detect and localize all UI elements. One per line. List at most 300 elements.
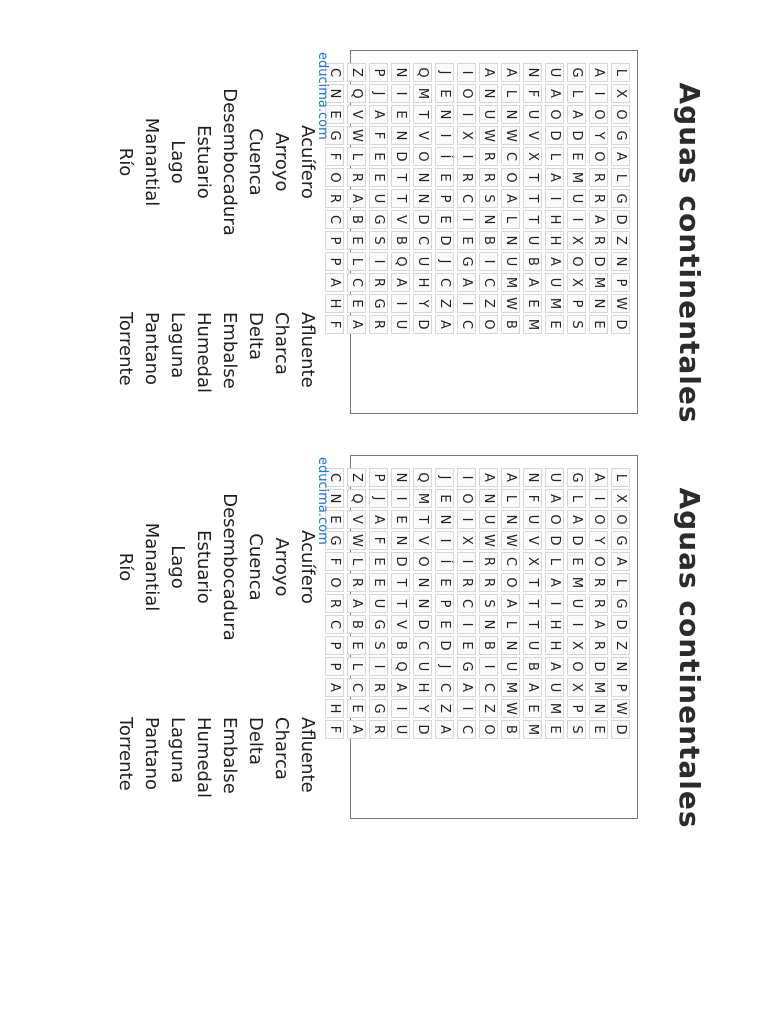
grid-cell: I (589, 489, 608, 508)
grid-cell: R (589, 189, 608, 208)
grid-cell: M (545, 699, 564, 718)
grid-cell: C (413, 636, 432, 655)
grid-cell: L (545, 552, 564, 571)
grid-cell: N (435, 105, 454, 124)
word-list (90, 457, 330, 861)
grid-cell: R (589, 168, 608, 187)
word-item: Charca (271, 717, 292, 780)
grid-cell: X (523, 552, 542, 571)
grid-cell: T (523, 573, 542, 592)
grid-cell: O (589, 510, 608, 529)
grid-cell: E (457, 636, 476, 655)
letter-grid (323, 62, 631, 335)
word-item: Pantano (141, 717, 162, 790)
word-item: Río (115, 552, 136, 582)
puzzle-panel-2 (0, 405, 768, 917)
grid-cell: P (567, 294, 586, 313)
grid-cell: P (435, 189, 454, 208)
grid-cell: C (479, 273, 498, 292)
grid-cell: Y (589, 531, 608, 550)
grid-cell: N (501, 105, 520, 124)
grid-cell: C (325, 63, 344, 82)
grid-cell: D (545, 531, 564, 550)
grid-cell: E (391, 510, 410, 529)
grid-cell: P (325, 636, 344, 655)
grid-cell: A (589, 63, 608, 82)
word-item: Torrente (115, 717, 136, 791)
grid-cell: D (413, 315, 432, 334)
grid-cell: J (369, 84, 388, 103)
grid-cell: L (347, 552, 366, 571)
grid-cell: C (457, 189, 476, 208)
grid-cell: E (567, 147, 586, 166)
grid-cell: W (501, 531, 520, 550)
grid-cell: W (347, 531, 366, 550)
grid-cell: N (523, 468, 542, 487)
grid-cell: J (369, 489, 388, 508)
grid-cell: A (523, 273, 542, 292)
word-item: Delta (245, 717, 266, 766)
grid-cell: P (567, 699, 586, 718)
grid-cell: C (347, 678, 366, 697)
grid-cell: O (567, 252, 586, 271)
grid-cell: D (611, 615, 630, 634)
grid-cell: R (479, 168, 498, 187)
grid-cell: I (479, 657, 498, 676)
grid-cell: O (611, 105, 630, 124)
grid-cell: A (611, 147, 630, 166)
grid-cell: F (325, 315, 344, 334)
grid-cell: O (545, 510, 564, 529)
grid-cell: N (479, 489, 498, 508)
grid-cell: R (589, 231, 608, 250)
grid-cell: O (457, 84, 476, 103)
grid-cell: U (479, 510, 498, 529)
grid-cell: H (413, 678, 432, 697)
grid-cell: R (479, 552, 498, 571)
grid-cell: G (567, 468, 586, 487)
grid-cell: G (325, 126, 344, 145)
grid-cell: B (347, 210, 366, 229)
grid-cell: A (435, 315, 454, 334)
word-column-left (112, 52, 320, 272)
grid-cell: N (523, 63, 542, 82)
grid-cell: U (523, 105, 542, 124)
grid-cell: T (523, 168, 542, 187)
grid-cell: O (413, 552, 432, 571)
grid-cell: U (545, 678, 564, 697)
grid-cell: O (325, 573, 344, 592)
grid-cell: A (545, 657, 564, 676)
grid-cell: U (567, 594, 586, 613)
grid-cell: A (589, 615, 608, 634)
grid-cell: E (457, 231, 476, 250)
grid-cell: Y (413, 699, 432, 718)
grid-cell: I (545, 189, 564, 208)
grid-cell: M (523, 720, 542, 739)
grid-cell: F (523, 489, 542, 508)
grid-cell: O (567, 657, 586, 676)
grid-cell: M (589, 273, 608, 292)
grid-cell: Í (435, 147, 454, 166)
grid-cell: R (589, 594, 608, 613)
grid-cell: A (567, 510, 586, 529)
grid-cell: O (325, 168, 344, 187)
grid-cell: O (457, 489, 476, 508)
grid-cell: B (391, 231, 410, 250)
grid-cell: M (545, 294, 564, 313)
grid-cell: F (325, 552, 344, 571)
grid-cell: Z (611, 636, 630, 655)
grid-cell: C (325, 210, 344, 229)
word-item: Cuenca (245, 128, 266, 196)
grid-cell: H (545, 636, 564, 655)
grid-cell: S (479, 189, 498, 208)
grid-cell: Q (347, 84, 366, 103)
grid-cell: C (457, 594, 476, 613)
grid-cell: G (611, 531, 630, 550)
grid-cell: T (391, 168, 410, 187)
grid-cell: J (435, 468, 454, 487)
grid-cell: N (391, 531, 410, 550)
grid-cell: V (413, 126, 432, 145)
grid-cell: L (567, 489, 586, 508)
grid-cell: C (457, 315, 476, 334)
grid-cell: R (369, 678, 388, 697)
word-item: Pantano (141, 312, 162, 385)
grid-cell: A (545, 573, 564, 592)
grid-cell: A (369, 510, 388, 529)
grid-cell: F (523, 84, 542, 103)
puzzle-title: Aguas continentales (673, 487, 706, 829)
grid-cell: T (413, 510, 432, 529)
grid-cell: N (589, 294, 608, 313)
grid-cell: A (347, 594, 366, 613)
grid-cell: N (413, 573, 432, 592)
grid-cell: I (369, 657, 388, 676)
grid-cell: C (413, 231, 432, 250)
grid-cell: N (391, 468, 410, 487)
grid-cell: Z (435, 699, 454, 718)
grid-cell: A (545, 84, 564, 103)
word-item: Lago (167, 140, 188, 184)
grid-cell: N (501, 636, 520, 655)
grid-cell: G (611, 189, 630, 208)
grid-cell: Z (347, 468, 366, 487)
grid-cell: G (325, 531, 344, 550)
word-column-left (112, 457, 320, 677)
grid-cell: L (501, 489, 520, 508)
grid-cell: E (435, 210, 454, 229)
grid-cell: A (347, 315, 366, 334)
grid-cell: N (501, 510, 520, 529)
grid-cell: Q (347, 489, 366, 508)
grid-cell: N (479, 210, 498, 229)
grid-cell: E (567, 552, 586, 571)
grid-cell: I (435, 531, 454, 550)
grid-cell: I (545, 594, 564, 613)
grid-cell: E (391, 105, 410, 124)
grid-cell: T (391, 573, 410, 592)
grid-cell: U (369, 594, 388, 613)
grid-cell: T (391, 594, 410, 613)
grid-cell: Q (413, 468, 432, 487)
grid-cell: G (369, 210, 388, 229)
grid-cell: E (347, 699, 366, 718)
grid-cell: E (347, 231, 366, 250)
grid-cell: V (347, 510, 366, 529)
grid-cell: M (589, 678, 608, 697)
grid-cell: Y (589, 126, 608, 145)
grid-cell: P (325, 657, 344, 676)
grid-cell: O (589, 147, 608, 166)
grid-cell: N (501, 231, 520, 250)
grid-cell: D (611, 720, 630, 739)
grid-cell: Q (391, 657, 410, 676)
grid-cell: L (611, 63, 630, 82)
grid-cell: R (369, 315, 388, 334)
grid-cell: A (369, 105, 388, 124)
grid-cell: D (391, 147, 410, 166)
grid-cell: E (435, 615, 454, 634)
grid-cell: U (523, 636, 542, 655)
grid-cell: S (479, 594, 498, 613)
grid-cell: A (589, 210, 608, 229)
grid-cell: I (391, 489, 410, 508)
grid-cell: P (611, 273, 630, 292)
grid-cell: L (611, 168, 630, 187)
grid-cell: I (457, 294, 476, 313)
grid-cell: B (479, 636, 498, 655)
grid-cell: R (325, 189, 344, 208)
grid-cell: D (435, 636, 454, 655)
grid-cell: I (589, 84, 608, 103)
word-item: Charca (271, 312, 292, 375)
grid-cell: U (479, 105, 498, 124)
grid-cell: X (523, 147, 542, 166)
grid-cell: N (589, 699, 608, 718)
grid-cell: A (611, 552, 630, 571)
grid-cell: C (435, 273, 454, 292)
grid-cell: P (325, 252, 344, 271)
grid-cell: A (545, 252, 564, 271)
grid-cell: A (523, 678, 542, 697)
word-list (90, 52, 330, 456)
word-column-right (112, 717, 320, 917)
grid-cell: E (347, 636, 366, 655)
grid-cell: L (347, 252, 366, 271)
grid-cell: F (325, 720, 344, 739)
grid-cell: E (435, 168, 454, 187)
grid-cell: G (567, 63, 586, 82)
grid-cell: R (347, 573, 366, 592)
grid-cell: N (413, 189, 432, 208)
grid-cell: I (567, 615, 586, 634)
grid-cell: X (567, 273, 586, 292)
grid-cell: U (545, 63, 564, 82)
grid-cell: D (391, 552, 410, 571)
grid-cell: A (391, 678, 410, 697)
grid-cell: U (369, 189, 388, 208)
grid-cell: T (523, 594, 542, 613)
grid-cell: M (567, 573, 586, 592)
grid-cell: L (567, 84, 586, 103)
grid-cell: D (545, 126, 564, 145)
grid-cell: L (611, 573, 630, 592)
grid-cell: D (413, 720, 432, 739)
grid-cell: U (545, 468, 564, 487)
grid-cell: H (325, 294, 344, 313)
grid-cell: B (523, 657, 542, 676)
grid-cell: J (435, 657, 454, 676)
grid-cell: H (413, 273, 432, 292)
grid-cell: E (545, 315, 564, 334)
word-item: Afluente (297, 312, 318, 388)
grid-cell: O (501, 573, 520, 592)
word-item: Estuario (193, 125, 214, 199)
grid-cell: I (457, 147, 476, 166)
grid-cell: I (435, 126, 454, 145)
grid-cell: L (611, 468, 630, 487)
grid-cell: C (457, 720, 476, 739)
grid-cell: X (457, 531, 476, 550)
grid-cell: I (479, 252, 498, 271)
grid-cell: O (611, 510, 630, 529)
grid-cell: A (347, 189, 366, 208)
grid-cell: R (369, 720, 388, 739)
grid-cell: A (501, 594, 520, 613)
grid-cell: W (611, 294, 630, 313)
grid-cell: X (457, 126, 476, 145)
grid-cell: D (567, 531, 586, 550)
grid-cell: U (501, 657, 520, 676)
grid-cell: F (369, 531, 388, 550)
grid-cell: N (413, 594, 432, 613)
site-link[interactable]: educima.com (315, 457, 330, 545)
grid-cell: I (391, 294, 410, 313)
grid-cell: Z (479, 294, 498, 313)
grid-cell: I (457, 510, 476, 529)
grid-cell: N (435, 510, 454, 529)
grid-cell: C (435, 678, 454, 697)
grid-cell: Q (413, 63, 432, 82)
grid-cell: O (501, 168, 520, 187)
word-item: Arroyo (271, 537, 292, 597)
grid-cell: A (435, 720, 454, 739)
grid-cell: P (435, 594, 454, 613)
grid-cell: Z (435, 294, 454, 313)
grid-cell: G (369, 615, 388, 634)
grid-cell: N (479, 84, 498, 103)
grid-cell: A (545, 168, 564, 187)
grid-cell: R (479, 147, 498, 166)
grid-cell: L (347, 657, 366, 676)
grid-cell: I (457, 468, 476, 487)
grid-cell: H (325, 699, 344, 718)
grid-cell: L (545, 147, 564, 166)
grid-cell: T (413, 105, 432, 124)
grid-cell: W (501, 294, 520, 313)
grid-cell: S (567, 315, 586, 334)
grid-cell: D (611, 315, 630, 334)
grid-cell: O (413, 147, 432, 166)
grid-cell: W (501, 126, 520, 145)
word-item: Laguna (167, 717, 188, 784)
grid-cell: T (523, 615, 542, 634)
grid-cell: W (479, 531, 498, 550)
grid-cell: N (611, 657, 630, 676)
grid-cell: W (347, 126, 366, 145)
word-search-frame (327, 50, 638, 414)
grid-cell: D (589, 252, 608, 271)
word-item: Arroyo (271, 132, 292, 192)
grid-cell: V (391, 615, 410, 634)
grid-cell: E (545, 720, 564, 739)
word-item: Estuario (193, 530, 214, 604)
word-item: Manantial (141, 522, 162, 612)
grid-cell: G (369, 294, 388, 313)
grid-cell: D (567, 126, 586, 145)
grid-cell: E (435, 84, 454, 103)
word-item: Torrente (115, 312, 136, 386)
grid-cell: R (479, 573, 498, 592)
grid-cell: R (589, 636, 608, 655)
grid-cell: G (611, 594, 630, 613)
grid-cell: C (325, 468, 344, 487)
grid-cell: I (457, 105, 476, 124)
grid-cell: A (457, 273, 476, 292)
grid-cell: A (479, 468, 498, 487)
grid-cell: Z (479, 699, 498, 718)
word-item: Manantial (141, 117, 162, 207)
grid-cell: U (391, 720, 410, 739)
grid-cell: L (501, 615, 520, 634)
grid-cell: B (479, 231, 498, 250)
grid-cell: S (369, 636, 388, 655)
grid-cell: W (479, 126, 498, 145)
grid-cell: T (523, 210, 542, 229)
grid-cell: Í (435, 552, 454, 571)
grid-cell: M (501, 273, 520, 292)
grid-cell: V (413, 531, 432, 550)
grid-cell: I (457, 63, 476, 82)
letter-grid (323, 467, 631, 740)
grid-cell: P (611, 678, 630, 697)
site-link[interactable]: educima.com (315, 52, 330, 140)
grid-cell: U (567, 189, 586, 208)
grid-cell: O (589, 552, 608, 571)
grid-cell: N (479, 615, 498, 634)
grid-cell: N (391, 126, 410, 145)
grid-cell: I (391, 699, 410, 718)
grid-cell: A (325, 678, 344, 697)
grid-cell: L (347, 147, 366, 166)
grid-cell: N (391, 63, 410, 82)
grid-cell: R (457, 573, 476, 592)
grid-cell: X (567, 231, 586, 250)
grid-cell: T (523, 189, 542, 208)
grid-cell: C (501, 147, 520, 166)
grid-cell: P (369, 63, 388, 82)
word-item: Embalse (219, 717, 240, 794)
grid-cell: M (523, 315, 542, 334)
grid-cell: B (501, 315, 520, 334)
grid-cell: H (545, 615, 564, 634)
grid-cell: L (501, 84, 520, 103)
word-item: Cuenca (245, 533, 266, 601)
grid-cell: I (457, 615, 476, 634)
grid-cell: G (369, 699, 388, 718)
